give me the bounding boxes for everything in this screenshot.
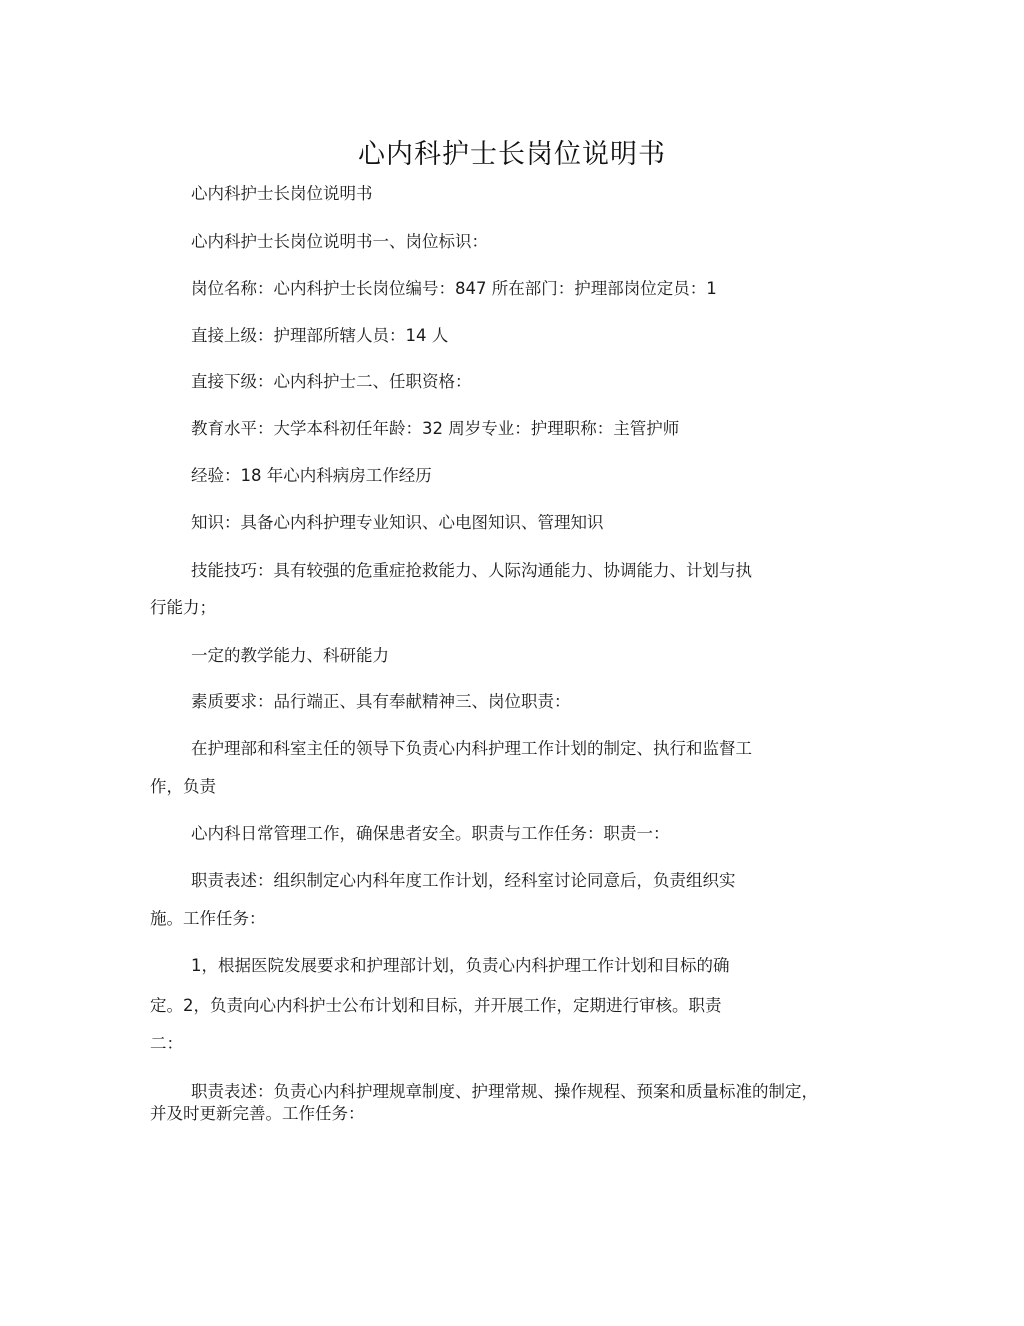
text-line: 技能技巧：具有较强的危重症抢救能力、人际沟通能力、协调能力、计划与执	[191, 561, 752, 580]
text-line: 行能力；	[150, 598, 216, 617]
text-line: 1，根据医院发展要求和护理部计划，负责心内科护理工作计划和目标的确	[191, 956, 730, 975]
text-line: 心内科护士长岗位说明书一、岗位标识：	[191, 232, 488, 251]
text-line: 知识：具备心内科护理专业知识、心电图知识、管理知识	[191, 513, 604, 532]
text-line: 直接下级：心内科护士二、任职资格：	[191, 372, 472, 391]
text-line: 在护理部和科室主任的领导下负责心内科护理工作计划的制定、执行和监督工	[191, 739, 752, 758]
text-line: 素质要求：品行端正、具有奉献精神三、岗位职责：	[191, 692, 571, 711]
text-line: 经验：18 年心内科病房工作经历	[191, 466, 432, 485]
text-line: 作，负责	[150, 777, 216, 796]
text-line: 教育水平：大学本科初任年龄：32 周岁专业：护理职称：主管护师	[191, 419, 680, 438]
text-line: 岗位名称：心内科护士长岗位编号：847 所在部门：护理部岗位定员：1	[191, 279, 717, 298]
text-line: 职责表述：负责心内科护理规章制度、护理常规、操作规程、预案和质量标准的制定，	[191, 1082, 818, 1101]
text-line: 直接上级：护理部所辖人员：14 人	[191, 326, 449, 345]
text-line: 一定的教学能力、科研能力	[191, 646, 389, 665]
text-line: 定。2，负责向心内科护士公布计划和目标，并开展工作，定期进行审核。职责	[150, 996, 722, 1015]
text-line: 施。工作任务：	[150, 909, 266, 928]
text-line: 并及时更新完善。工作任务：	[150, 1104, 365, 1123]
text-line: 心内科日常管理工作，确保患者安全。职责与工作任务：职责一：	[191, 824, 670, 843]
text-line: 职责表述：组织制定心内科年度工作计划，经科室讨论同意后，负责组织实	[191, 871, 736, 890]
document-title: 心内科护士长岗位说明书	[358, 139, 666, 170]
text-line: 心内科护士长岗位说明书	[191, 184, 373, 203]
text-line: 二：	[150, 1034, 183, 1053]
